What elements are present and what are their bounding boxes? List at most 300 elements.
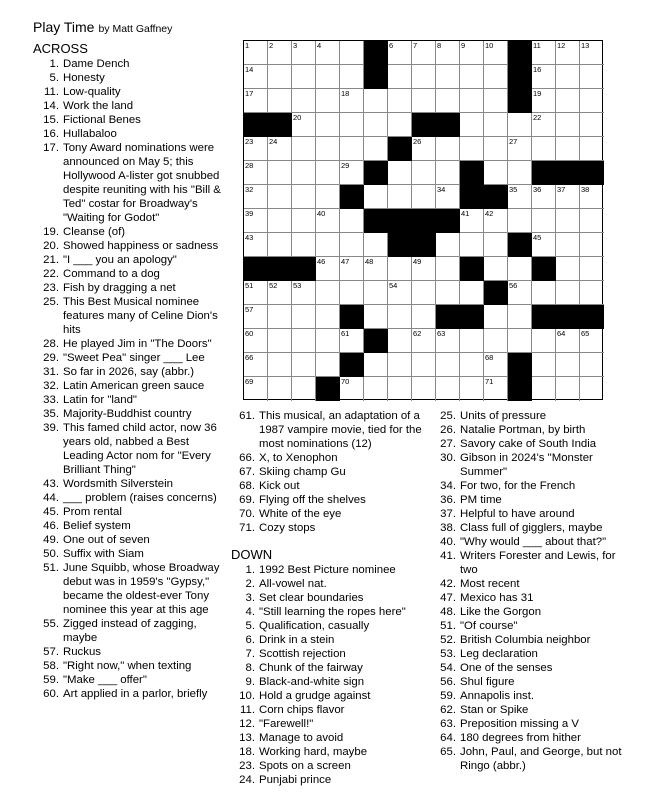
grid-cell[interactable]: [532, 89, 556, 113]
clue-item[interactable]: [33, 99, 223, 113]
grid-cell[interactable]: [244, 137, 268, 161]
grid-cell[interactable]: [532, 233, 556, 257]
grid-cell[interactable]: [292, 209, 316, 233]
grid-cell[interactable]: [556, 233, 580, 257]
grid-cell[interactable]: [268, 233, 292, 257]
cell-number: 22: [533, 113, 542, 122]
grid-cell[interactable]: [556, 377, 580, 401]
clue-item[interactable]: [33, 393, 223, 407]
grid-cell[interactable]: [556, 137, 580, 161]
grid-cell[interactable]: [436, 257, 460, 281]
clue-number: 51.: [440, 620, 456, 632]
grid-cell[interactable]: [436, 185, 460, 209]
grid-cell[interactable]: [460, 113, 484, 137]
grid-cell[interactable]: [340, 137, 364, 161]
black-square: [340, 305, 364, 329]
clue-number: 52.: [440, 634, 456, 646]
grid-cell[interactable]: [388, 161, 412, 185]
grid-cell[interactable]: [580, 41, 604, 65]
clue-item[interactable]: [33, 561, 223, 617]
grid-cell[interactable]: [556, 257, 580, 281]
clue-item[interactable]: [33, 365, 223, 379]
clue-item[interactable]: [432, 675, 632, 689]
grid-cell[interactable]: [532, 209, 556, 233]
grid-cell[interactable]: [484, 161, 508, 185]
grid-cell[interactable]: [508, 185, 532, 209]
clue-item[interactable]: [432, 703, 632, 717]
grid-cell[interactable]: [508, 161, 532, 185]
grid-cell[interactable]: [340, 329, 364, 353]
clue-item[interactable]: [33, 127, 223, 141]
clue-number: 53.: [440, 648, 456, 660]
crossword-grid[interactable]: [243, 40, 603, 400]
clue-item[interactable]: [234, 493, 429, 507]
grid-cell[interactable]: [484, 353, 508, 377]
grid-cell[interactable]: [364, 377, 388, 401]
clue-item[interactable]: [231, 633, 429, 647]
grid-cell[interactable]: [292, 185, 316, 209]
grid-cell[interactable]: [580, 233, 604, 257]
grid-cell[interactable]: [436, 137, 460, 161]
grid-cell[interactable]: [316, 281, 340, 305]
grid-cell[interactable]: [316, 89, 340, 113]
clue-item[interactable]: [432, 423, 632, 437]
clue-item[interactable]: [234, 465, 429, 479]
cell-number: 70: [341, 377, 350, 386]
grid-cell[interactable]: [340, 65, 364, 89]
grid-cell[interactable]: [532, 41, 556, 65]
clue-item[interactable]: [432, 493, 632, 507]
grid-cell[interactable]: [556, 65, 580, 89]
cell-number: 34: [437, 185, 446, 194]
cell-number: 20: [293, 113, 302, 122]
clue-item[interactable]: [231, 591, 429, 605]
grid-cell[interactable]: [268, 353, 292, 377]
grid-cell[interactable]: [292, 377, 316, 401]
grid-cell[interactable]: [268, 281, 292, 305]
grid-cell[interactable]: [580, 113, 604, 137]
grid-cell[interactable]: [316, 329, 340, 353]
clue-item[interactable]: [432, 731, 632, 745]
cell-number: 52: [269, 281, 278, 290]
grid-cell[interactable]: [388, 113, 412, 137]
grid-cell[interactable]: [532, 329, 556, 353]
grid-cell[interactable]: [412, 185, 436, 209]
clue-item[interactable]: [33, 337, 223, 351]
grid-cell[interactable]: [268, 185, 292, 209]
clue-item[interactable]: [33, 351, 223, 365]
clue-item[interactable]: [432, 409, 632, 423]
grid-cell[interactable]: [532, 185, 556, 209]
grid-cell[interactable]: [484, 137, 508, 161]
clue-number: 61.: [239, 410, 255, 422]
grid-cell[interactable]: [508, 281, 532, 305]
grid-cell[interactable]: [340, 209, 364, 233]
clue-item[interactable]: [33, 281, 223, 295]
grid-cell[interactable]: [460, 137, 484, 161]
grid-cell[interactable]: [244, 233, 268, 257]
clue-text: This Best Musical nominee features many of Celine Dion's hits: [63, 296, 218, 336]
cell-number: 40: [317, 209, 326, 218]
grid-cell[interactable]: [388, 377, 412, 401]
grid-cell[interactable]: [364, 353, 388, 377]
black-square: [484, 281, 508, 305]
clue-item[interactable]: [432, 717, 632, 731]
grid-cell[interactable]: [268, 329, 292, 353]
grid-cell[interactable]: [316, 233, 340, 257]
grid-cell[interactable]: [580, 257, 604, 281]
clue-item[interactable]: [432, 619, 632, 633]
cell-number: 42: [485, 209, 494, 218]
grid-cell[interactable]: [460, 329, 484, 353]
grid-cell[interactable]: [412, 41, 436, 65]
clue-item[interactable]: [231, 773, 429, 787]
grid-cell[interactable]: [292, 41, 316, 65]
grid-cell[interactable]: [556, 353, 580, 377]
cell-number: 1: [245, 41, 250, 50]
grid-cell[interactable]: [412, 305, 436, 329]
cell-number: 53: [293, 281, 302, 290]
clue-item[interactable]: [33, 141, 223, 225]
cell-number: 62: [413, 329, 422, 338]
clue-number: 40.: [440, 536, 456, 548]
grid-cell[interactable]: [412, 353, 436, 377]
grid-cell[interactable]: [340, 41, 364, 65]
clue-item[interactable]: [33, 491, 223, 505]
grid-cell[interactable]: [484, 305, 508, 329]
grid-cell[interactable]: [292, 329, 316, 353]
clue-item[interactable]: [33, 421, 223, 477]
grid-cell[interactable]: [532, 65, 556, 89]
grid-cell[interactable]: [580, 89, 604, 113]
clue-number: 35.: [43, 408, 59, 420]
grid-cell[interactable]: [460, 281, 484, 305]
grid-cell[interactable]: [484, 209, 508, 233]
grid-cell[interactable]: [412, 89, 436, 113]
clue-item[interactable]: [234, 507, 429, 521]
grid-cell[interactable]: [340, 161, 364, 185]
grid-cell[interactable]: [556, 281, 580, 305]
clue-item[interactable]: [432, 689, 632, 703]
grid-cell[interactable]: [388, 185, 412, 209]
grid-cell[interactable]: [244, 161, 268, 185]
grid-cell[interactable]: [316, 137, 340, 161]
grid-cell[interactable]: [340, 89, 364, 113]
clue-item[interactable]: [33, 71, 223, 85]
grid-cell[interactable]: [292, 233, 316, 257]
clue-item[interactable]: [231, 577, 429, 591]
grid-cell[interactable]: [292, 89, 316, 113]
clue-item[interactable]: [33, 379, 223, 393]
grid-cell[interactable]: [460, 41, 484, 65]
grid-cell[interactable]: [484, 377, 508, 401]
grid-cell[interactable]: [580, 377, 604, 401]
grid-cell[interactable]: [436, 161, 460, 185]
clue-item[interactable]: [33, 253, 223, 267]
grid-cell[interactable]: [268, 89, 292, 113]
grid-cell[interactable]: [364, 305, 388, 329]
grid-cell[interactable]: [532, 281, 556, 305]
clue-item[interactable]: [33, 57, 223, 71]
grid-cell[interactable]: [580, 137, 604, 161]
grid-cell[interactable]: [436, 329, 460, 353]
clue-item[interactable]: [432, 661, 632, 675]
grid-cell[interactable]: [508, 329, 532, 353]
grid-cell[interactable]: [364, 281, 388, 305]
grid-cell[interactable]: [508, 137, 532, 161]
grid-cell[interactable]: [268, 65, 292, 89]
grid-cell[interactable]: [484, 65, 508, 89]
grid-cell[interactable]: [316, 41, 340, 65]
grid-cell[interactable]: [580, 353, 604, 377]
grid-cell[interactable]: [484, 41, 508, 65]
grid-cell[interactable]: [292, 65, 316, 89]
grid-cell[interactable]: [460, 233, 484, 257]
grid-cell[interactable]: [508, 209, 532, 233]
clue-item[interactable]: [231, 675, 429, 689]
grid-cell[interactable]: [412, 161, 436, 185]
grid-cell[interactable]: [268, 41, 292, 65]
clue-item[interactable]: [432, 521, 632, 535]
grid-cell[interactable]: [388, 89, 412, 113]
grid-cell[interactable]: [388, 257, 412, 281]
grid-cell[interactable]: [580, 209, 604, 233]
grid-cell[interactable]: [460, 89, 484, 113]
clue-number: 18.: [239, 746, 255, 758]
grid-cell[interactable]: [388, 329, 412, 353]
grid-cell[interactable]: [556, 41, 580, 65]
grid-cell[interactable]: [412, 281, 436, 305]
clue-item[interactable]: [33, 687, 223, 701]
clue-item[interactable]: [234, 409, 429, 451]
clue-item[interactable]: [432, 549, 632, 577]
cell-number: 24: [269, 137, 278, 146]
grid-cell[interactable]: [268, 161, 292, 185]
clue-item[interactable]: [432, 535, 632, 549]
grid-cell[interactable]: [484, 89, 508, 113]
grid-cell[interactable]: [340, 113, 364, 137]
grid-cell[interactable]: [580, 281, 604, 305]
clue-number: 49.: [43, 534, 59, 546]
grid-cell[interactable]: [436, 233, 460, 257]
grid-cell[interactable]: [364, 137, 388, 161]
clue-item[interactable]: [33, 113, 223, 127]
grid-cell[interactable]: [316, 257, 340, 281]
grid-cell[interactable]: [244, 65, 268, 89]
clue-item[interactable]: [33, 673, 223, 687]
grid-cell[interactable]: [244, 377, 268, 401]
clue-number: 5.: [49, 72, 59, 84]
grid-cell[interactable]: [244, 305, 268, 329]
grid-cell[interactable]: [532, 353, 556, 377]
grid-cell[interactable]: [340, 257, 364, 281]
clue-item[interactable]: [432, 437, 632, 451]
clue-item[interactable]: [33, 645, 223, 659]
clue-item[interactable]: [231, 745, 429, 759]
grid-cell[interactable]: [436, 89, 460, 113]
grid-cell[interactable]: [556, 89, 580, 113]
grid-cell[interactable]: [436, 281, 460, 305]
grid-cell[interactable]: [364, 113, 388, 137]
grid-cell[interactable]: [268, 209, 292, 233]
grid-cell[interactable]: [556, 113, 580, 137]
grid-cell[interactable]: [556, 209, 580, 233]
grid-cell[interactable]: [268, 137, 292, 161]
grid-cell[interactable]: [316, 113, 340, 137]
across-list-2: [234, 409, 429, 535]
grid-cell[interactable]: [412, 65, 436, 89]
grid-cell[interactable]: [292, 137, 316, 161]
grid-cell[interactable]: [412, 257, 436, 281]
clue-number: 71.: [239, 522, 255, 534]
grid-cell[interactable]: [244, 41, 268, 65]
clue-item[interactable]: [231, 703, 429, 717]
grid-cell[interactable]: [364, 257, 388, 281]
grid-cell[interactable]: [436, 353, 460, 377]
grid-cell[interactable]: [412, 137, 436, 161]
grid-cell[interactable]: [508, 257, 532, 281]
grid-cell[interactable]: [244, 329, 268, 353]
grid-cell[interactable]: [436, 377, 460, 401]
clue-text: "Farewell!": [259, 718, 314, 730]
grid-cell[interactable]: [316, 305, 340, 329]
grid-cell[interactable]: [508, 113, 532, 137]
grid-cell[interactable]: [388, 305, 412, 329]
clue-item[interactable]: [432, 451, 632, 479]
grid-cell[interactable]: [460, 377, 484, 401]
clue-item[interactable]: [33, 617, 223, 645]
clue-item[interactable]: [432, 577, 632, 591]
grid-cell[interactable]: [364, 185, 388, 209]
clue-number: 65.: [440, 746, 456, 758]
clue-item[interactable]: [33, 519, 223, 533]
clue-item[interactable]: [231, 759, 429, 773]
clue-item[interactable]: [231, 619, 429, 633]
grid-cell[interactable]: [460, 209, 484, 233]
grid-cell[interactable]: [484, 257, 508, 281]
grid-cell[interactable]: [316, 65, 340, 89]
clue-text: Punjabi prince: [259, 774, 332, 786]
clue-text: Black-and-white sign: [259, 676, 365, 688]
grid-cell[interactable]: [388, 65, 412, 89]
clue-item[interactable]: [231, 563, 429, 577]
grid-cell[interactable]: [316, 209, 340, 233]
grid-cell[interactable]: [532, 113, 556, 137]
grid-cell[interactable]: [244, 209, 268, 233]
clue-item[interactable]: [33, 547, 223, 561]
grid-cell[interactable]: [388, 353, 412, 377]
grid-cell[interactable]: [412, 329, 436, 353]
clue-item[interactable]: [432, 605, 632, 619]
grid-cell[interactable]: [580, 65, 604, 89]
clue-item[interactable]: [33, 267, 223, 281]
clue-item[interactable]: [231, 661, 429, 675]
grid-cell[interactable]: [580, 185, 604, 209]
grid-cell[interactable]: [532, 137, 556, 161]
clue-item[interactable]: [432, 745, 632, 773]
clue-item[interactable]: [432, 633, 632, 647]
clue-item[interactable]: [33, 533, 223, 547]
black-square: [508, 233, 532, 257]
grid-cell[interactable]: [316, 161, 340, 185]
clue-item[interactable]: [231, 689, 429, 703]
grid-cell[interactable]: [484, 233, 508, 257]
grid-cell[interactable]: [388, 281, 412, 305]
grid-cell[interactable]: [556, 329, 580, 353]
grid-cell[interactable]: [508, 305, 532, 329]
grid-cell[interactable]: [244, 353, 268, 377]
grid-cell[interactable]: [292, 353, 316, 377]
clue-item[interactable]: [33, 295, 223, 337]
grid-cell[interactable]: [532, 377, 556, 401]
clue-number: 11.: [240, 704, 255, 716]
grid-cell[interactable]: [580, 329, 604, 353]
grid-cell[interactable]: [412, 377, 436, 401]
grid-cell[interactable]: [244, 89, 268, 113]
clue-number: 26.: [440, 424, 456, 436]
grid-cell[interactable]: [436, 65, 460, 89]
clue-item[interactable]: [231, 647, 429, 661]
grid-cell[interactable]: [316, 353, 340, 377]
grid-cell[interactable]: [244, 281, 268, 305]
clue-item[interactable]: [33, 85, 223, 99]
grid-cell[interactable]: [292, 281, 316, 305]
grid-cell[interactable]: [292, 113, 316, 137]
grid-cell[interactable]: [556, 185, 580, 209]
clue-item[interactable]: [234, 521, 429, 535]
grid-cell[interactable]: [292, 161, 316, 185]
grid-cell[interactable]: [268, 377, 292, 401]
clue-number: 50.: [43, 548, 59, 560]
clue-item[interactable]: [432, 479, 632, 493]
clue-item[interactable]: [234, 479, 429, 493]
grid-cell[interactable]: [340, 377, 364, 401]
clue-item[interactable]: [33, 659, 223, 673]
clue-item[interactable]: [231, 605, 429, 619]
clue-item[interactable]: [234, 451, 429, 465]
grid-cell[interactable]: [484, 329, 508, 353]
grid-cell[interactable]: [484, 113, 508, 137]
clue-item[interactable]: [432, 591, 632, 605]
grid-cell[interactable]: [244, 185, 268, 209]
grid-cell[interactable]: [268, 305, 292, 329]
grid-cell[interactable]: [436, 41, 460, 65]
clue-number: 56.: [440, 676, 456, 688]
clue-item[interactable]: [33, 225, 223, 239]
clue-item[interactable]: [33, 477, 223, 491]
clue-item[interactable]: [33, 407, 223, 421]
byline: by Matt Gaffney: [98, 23, 173, 35]
grid-cell[interactable]: [364, 89, 388, 113]
clue-item[interactable]: [33, 239, 223, 253]
clue-item[interactable]: [33, 505, 223, 519]
clue-number: 12.: [239, 718, 255, 730]
clue-item[interactable]: [231, 717, 429, 731]
grid-cell[interactable]: [340, 281, 364, 305]
clue-item[interactable]: [432, 647, 632, 661]
cell-number: 37: [557, 185, 566, 194]
grid-cell[interactable]: [316, 185, 340, 209]
grid-cell[interactable]: [340, 233, 364, 257]
clue-item[interactable]: [231, 731, 429, 745]
grid-cell[interactable]: [460, 65, 484, 89]
grid-cell[interactable]: [388, 41, 412, 65]
grid-cell[interactable]: [364, 233, 388, 257]
grid-cell[interactable]: [460, 353, 484, 377]
grid-cell[interactable]: [292, 305, 316, 329]
clue-text: Corn chips flavor: [259, 704, 345, 716]
clue-item[interactable]: [432, 507, 632, 521]
